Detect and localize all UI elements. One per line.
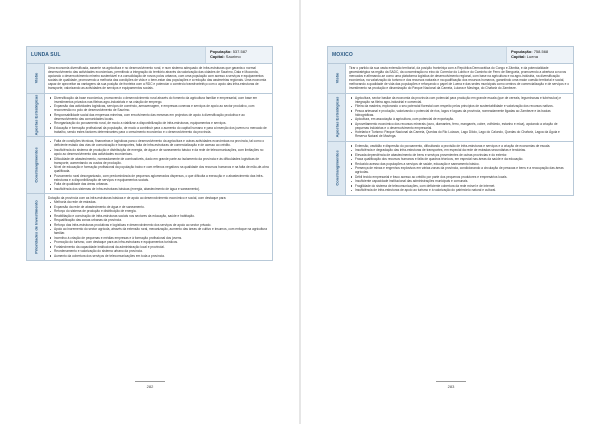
list-item: Agricultura, sector basilar da economia da província com potencial para produção em grande escala (que de cereais, leguminosas e tubérculos) e integração na fileira agro-industrial e comercial. bbox=[355, 96, 570, 104]
list-item: Apoio ao incremento do sector agrícola, através da extensão rural, mecanização, aumento das áreas de cultivo e insumos, com enfoque na agricultura familiar. bbox=[54, 227, 269, 235]
section-body bbox=[346, 64, 574, 94]
profile-table bbox=[26, 63, 273, 261]
sheet-header bbox=[26, 46, 273, 63]
section-label: Prioridades de Investimento bbox=[33, 200, 38, 255]
profile-sheet bbox=[26, 46, 273, 261]
capital-value: Saurimo bbox=[225, 54, 241, 59]
region-meta bbox=[506, 47, 573, 63]
list-item: Reforço das infra-estruturas produtivas e logísticas e desenvolvimento dos serviços de apoio ao sector privado. bbox=[54, 223, 269, 227]
section-row bbox=[27, 137, 273, 194]
bullet-list bbox=[48, 96, 269, 134]
section-body bbox=[45, 64, 273, 94]
capital-value: Luena bbox=[526, 54, 538, 59]
list-item: Incentivo à criação de pequenas e médias empresas e à formação profissional dos jovens. bbox=[54, 236, 269, 240]
list-item: Débil tecido empresarial e fraco acesso ao crédito por parte dos pequenos produtores e empresários locais. bbox=[355, 175, 570, 179]
section-body bbox=[346, 93, 574, 141]
list-item: Elevada dependência de abastecimento de bens e serviços provenientes de outras províncias e do exterior. bbox=[355, 153, 570, 157]
list-item: Fragilidade do sistema de telecomunicações, com deficiente cobertura da rede móvel e de internet. bbox=[355, 184, 570, 188]
list-item: Povoamento rural desorganizado, com predominância de pequenos aglomerados dispersos, o que dificulta a execução e o abastecimento das infra-estruturas e a disponibilização de serviços e equipamentos sociais. bbox=[54, 174, 269, 182]
list-item: Hotelaria e Turismo: Parque Nacional da Cameia, Quedas do Rio Luizavo, Lago Dilolo, Lago do Calundo, Quedas do Chafariz, Lagoa da Águia e Reserva Natural de Mavinga. bbox=[355, 130, 570, 138]
section-body bbox=[45, 194, 273, 261]
list-item: Educação e formação profissional da população, de modo a contribuir para o aumento do capital humano e para a inserção dos jovens no mercado de trabalho, sendo estes factores determinantes para o crescimento económico e o desenvolvimento da província. bbox=[54, 126, 269, 134]
section-paragraph: Uma economia diversificada, assente na agricultura e no desenvolvimento rural, e num sistema adequado de infra-estruturas que garanta o normal desenvolvimento das actividades económicas, permitindo a integração do território através da valorização das cidades de Saurimo, Dala e Muconda, apoiando o desenvolvimento mineiro sustentável e a consolidação de novos polos urbanos, com uma população com acesso a serviços e equipamentos sociais de qualidade, promovendo a melhoria das condições de vida e o bem-estar das populações e a redução das assimetrias regionais. Uma economia capaz de aproveitar as vantagens da sua posição de fronteira com a RDC e potenciar o comércio transfronteiriço com o apoio das infra-estruturas de transporte, valorizando as actividades de serviços e equipamentos sociais. bbox=[48, 66, 267, 91]
list-item: Requalificação das zonas urbanas da província. bbox=[54, 218, 269, 222]
list-item: Insuficiência dos sistemas de infra-estruturas básicas (energia, abastecimento de água e saneamento). bbox=[54, 187, 269, 191]
list-item: Presença de minas e engenhos explosivos em várias zonas da província, condicionando a circulação de pessoas e bens e a reocupação das áreas agrícolas. bbox=[355, 166, 570, 174]
section-body bbox=[346, 141, 574, 195]
section-label: Constrangimentos bbox=[334, 150, 339, 186]
bullet-list bbox=[349, 144, 570, 193]
list-item: Fraca qualificação dos recursos humanos e falta de quadros técnicos, em especial nas áreas da saúde e da educação. bbox=[355, 157, 570, 161]
bullet-list bbox=[48, 200, 269, 258]
section-row bbox=[27, 194, 273, 261]
population-value: 537.587 bbox=[232, 49, 248, 54]
section-body bbox=[45, 137, 273, 194]
list-item: Reordenamento e valorização do sistema urbano da província. bbox=[54, 249, 269, 253]
list-item: Apicultura, em associação à agricultura, com potencial de exportação. bbox=[355, 117, 570, 121]
page-number: 283 bbox=[431, 381, 471, 389]
sheet-header bbox=[327, 46, 574, 63]
section-row bbox=[328, 141, 574, 195]
list-item: Responsabilidade social das empresas mineiras, com envolvimento das mesmas em projectos de apoio à diversificação produtiva e ao desenvolvimento das comunidades locais. bbox=[54, 113, 269, 121]
section-paragraph: Tirar o partido da sua vasta extensão territorial, da posição fronteiriça com a República Democrática do Congo e Zâmbia, e da potencialidade geoestratégica na região da SADC, da concentração no eixo do Corredor do Lobito e do Caminho de Ferro de Benguela, promovendo a abertura a novos mercados e afirmando-se como uma plataforma logística de desenvolvimento regional, com base na agricultura e na agro-indústria, na diversificação económica, na valorização do turismo e dos recursos naturais e na qualificação dos recursos humanos, garantindo uma maior coesão territorial e social, melhorando a qualidade de vida das populações e reforçando o papel de Luena e das sedes municipais como centros de comercialização e de serviços e o investimento na produção e dinamização do Parque Nacional da Cameia, Luiana e Mavinga, do Chafariz do Zambeze. bbox=[349, 66, 570, 91]
population-value: 758.568 bbox=[533, 49, 549, 54]
section-body bbox=[45, 93, 273, 137]
capital-label: Capital: bbox=[511, 54, 526, 59]
section-label-cell bbox=[328, 64, 346, 94]
section-label-cell bbox=[328, 141, 346, 195]
population-label: População: bbox=[210, 49, 232, 54]
list-item: Expansão da rede de abastecimento de água e de saneamento. bbox=[54, 205, 269, 209]
region-name: LUNDA SUL bbox=[31, 52, 61, 58]
list-item: Insuficiência de infra-estruturas de apoio ao turismo e à valorização do património natural e cultural. bbox=[355, 188, 570, 192]
list-item: Reabilitação e construção de infra-estruturas sociais nos sectores da educação, saúde e habitação. bbox=[54, 214, 269, 218]
section-label-cell bbox=[27, 64, 45, 94]
list-item: Insuficiência do sistema de produção e distribuição de energia, de água e de saneamento básico e da rede de telecomunicações, com limitações no apoio ao desenvolvimento das actividades económicas. bbox=[54, 148, 269, 156]
section-label-cell bbox=[328, 93, 346, 141]
list-item: Falta de condições técnicas, financeiras e logísticas para o desenvolvimento da agricultura e outras actividades económicas na província, tal como o deficiente estado das vias de comunicação e transportes, falta de infra-estruturas de comercialização e de acesso ao crédito. bbox=[54, 139, 269, 147]
region-name: MOXICO bbox=[332, 52, 353, 58]
list-item: Dificuldade de abastecimento, nomeadamente de combustíveis, dado em grande parte ao isolamento da província e às dificuldades logísticas de transporte, aumentando os custos de produção. bbox=[54, 157, 269, 165]
list-item: Falta de qualidade das áreas urbanas. bbox=[54, 182, 269, 186]
list-item: Promoção do turismo, com destaque para as infra-estruturas e equipamentos turísticos. bbox=[54, 240, 269, 244]
section-label-cell bbox=[27, 137, 45, 194]
section-label-cell bbox=[27, 194, 45, 261]
left-page bbox=[0, 0, 299, 424]
region-meta bbox=[205, 47, 272, 63]
list-item: Diversificação da base económica, promovendo o desenvolvimento rural através do fomento da agricultura familiar e empresarial, com base em investimentos privados nas fileiras agro-industriais e na criação de emprego. bbox=[54, 96, 269, 104]
list-item: Expansão das actividades logísticas, serviços de comércio, armazenagem, e empresas conexas e serviços de apoio ao sector produtivo, com reconversão no polo de desenvolvimento de Saurimo. bbox=[54, 104, 269, 112]
profile-table bbox=[327, 63, 574, 196]
section-label: Apostas Estratégicas bbox=[33, 94, 38, 136]
profile-sheet bbox=[327, 46, 574, 196]
section-label: Visão bbox=[334, 72, 339, 84]
list-item: Insuficiente capacidade institucional das administrações municipais e comunais. bbox=[355, 179, 570, 183]
list-item: Pesca artesanal e produção, valorizando o potencial de rios, lagos e lagoas da província, nomeadamente ligadas ao Zambeze e às bacias hidrográficas. bbox=[355, 109, 570, 117]
section-label: Apostas Estratégicas bbox=[334, 96, 339, 138]
section-row bbox=[328, 64, 574, 94]
list-item: Extensão, vastidão e dispersão do povoamento, dificultando a provisão de infra-estruturas e serviços e a criação de economias de escala. bbox=[355, 144, 570, 148]
list-item: Reforço do sistema de produção e distribuição de energia. bbox=[54, 209, 269, 213]
right-page bbox=[301, 0, 600, 424]
list-item: Aumento da cobertura dos serviços de telecomunicações em toda a província. bbox=[54, 254, 269, 258]
list-item: Nível de educação e formação profissional da população baixo e com reflexos negativos na qualidade dos recursos humanos e na falta de mão-de-obra qualificada. bbox=[54, 165, 269, 174]
list-item: Reduzido acesso das populações a serviços de saúde, educação e saneamento básico. bbox=[355, 162, 570, 166]
bullet-list bbox=[349, 96, 570, 139]
bullet-list bbox=[48, 139, 269, 190]
section-row bbox=[328, 93, 574, 141]
list-item: Fortalecimento da capacidade institucional da administração local e provincial. bbox=[54, 245, 269, 249]
list-item: Fileira da madeira, explorando o seu potencial florestal com respeito pelos princípios de sustentabilidade e valorização dos recursos nativos. bbox=[355, 104, 570, 108]
list-item: Insuficiência e degradação das infra-estruturas de transportes, em especial da rede de estradas secundárias e terciárias. bbox=[355, 148, 570, 152]
section-row bbox=[27, 64, 273, 94]
section-row bbox=[27, 93, 273, 137]
section-label-cell bbox=[27, 93, 45, 137]
page-number: 282 bbox=[130, 381, 170, 389]
section-paragraph: Dotação da província com as infra-estruturas básicas e de apoio ao desenvolvimento económico e social, com destaque para: bbox=[48, 196, 227, 201]
section-label: Constrangimentos bbox=[33, 147, 38, 183]
list-item: Reorganização do povoamento rural, de modo a viabilizar a disponibilização de infra-estruturas, equipamentos e serviços. bbox=[54, 121, 269, 125]
population-label: População: bbox=[511, 49, 533, 54]
list-item: Aproveitamento económico dos recursos minerais (ouro, diamantes, ferro, manganés, cobre, volfrâmio, estanho e mica), apoiando a criação de pequenas indústrias e o desenvolvimento empresarial. bbox=[355, 122, 570, 130]
section-label: Visão bbox=[33, 72, 38, 84]
list-item: Melhoria da rede de estradas. bbox=[54, 200, 269, 204]
capital-label: Capital: bbox=[210, 54, 225, 59]
